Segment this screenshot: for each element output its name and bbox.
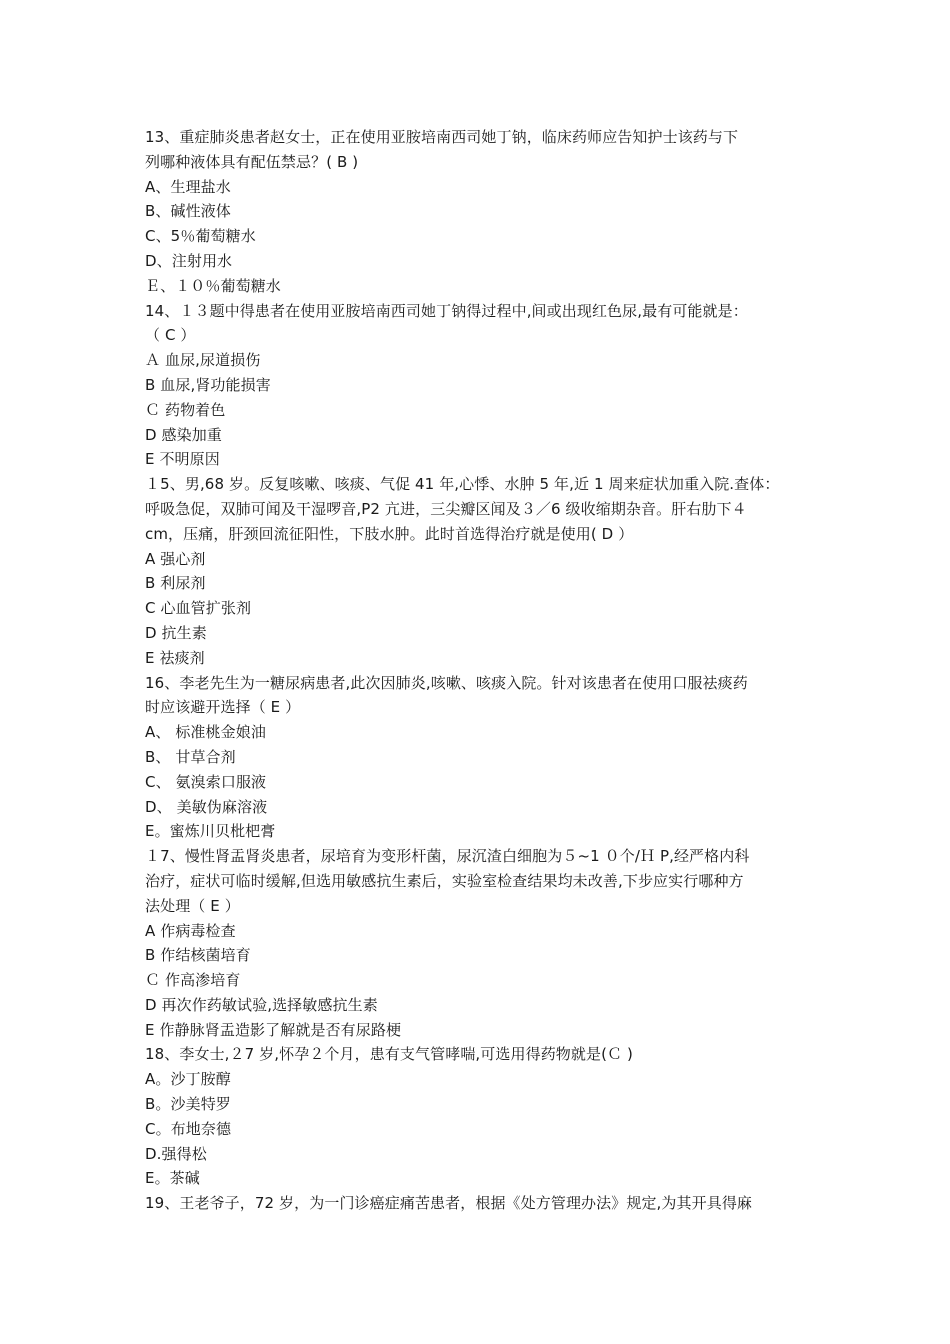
text-line: （ C ） [145, 326, 196, 345]
option-line: B、 甘草合剂 [145, 747, 236, 766]
option-line: D 再次作药敏试验,选择敏感抗生素 [145, 995, 378, 1014]
text-line: 16、李老先生为一糖尿病患者,此次因肺炎,咳嗽、咳痰入院。针对该患者在使用口服祛痰药 [145, 673, 748, 692]
text-line: 呼吸急促，双肺可闻及干湿啰音,P2 亢进，三尖瓣区闻及３／6 级收缩期杂音。肝右肋下４ [145, 499, 747, 518]
text-line: 18、李女士,２7 岁,怀孕２个月，患有支气管哮喘,可选用得药物就是(Ｃ ) [145, 1045, 633, 1064]
option-line: B 利尿剂 [145, 574, 206, 593]
option-line: E。茶碱 [145, 1169, 200, 1188]
option-line: A、 标准桃金娘油 [145, 723, 266, 742]
text-line: 19、王老爷子，72 岁，为一门诊癌症痛苦患者，根据《处方管理办法》规定,为其开具得麻 [145, 1194, 753, 1213]
option-line: C。布地奈德 [145, 1119, 232, 1138]
option-line: Ｃ 作高渗培育 [145, 971, 241, 990]
option-line: D 感染加重 [145, 425, 222, 444]
document-page [145, 125, 825, 1216]
option-line: C、 氨溴索口服液 [145, 772, 267, 791]
option-line: B 血尿,肾功能损害 [145, 375, 271, 394]
option-line: C 心血管扩张剂 [145, 599, 252, 618]
option-line: A 作病毒检查 [145, 921, 236, 940]
option-line: D、 美敏伪麻溶液 [145, 797, 268, 816]
option-line: C、5％葡萄糖水 [145, 227, 256, 246]
option-line: A、生理盐水 [145, 177, 231, 196]
text-line: 列哪种液体具有配伍禁忌？( B ) [145, 152, 359, 171]
text-line: 法处理（ E ） [145, 896, 240, 915]
option-line: B。沙美特罗 [145, 1095, 231, 1114]
option-line: D.强得松 [145, 1144, 207, 1163]
option-line: B 作结核菌培育 [145, 946, 251, 965]
option-line: A。沙丁胺醇 [145, 1070, 231, 1089]
option-line: E 作静脉肾盂造影了解就是否有尿路梗 [145, 1020, 402, 1039]
text-line: 治疗，症状可临时缓解,但选用敏感抗生素后，实验室检查结果均未改善,下步应实行哪种方 [145, 871, 744, 890]
option-line: Ｃ 药物着色 [145, 400, 226, 419]
text-line: １7、慢性肾盂肾炎患者，尿培育为变形杆菌，尿沉渣白细胞为５~1 ０个/Ｈ P,经严格内科 [145, 847, 750, 866]
text-line: cm，压痛，肝颈回流征阳性，下肢水肿。此时首选得治疗就是使用( D ） [145, 524, 634, 543]
option-line: D 抗生素 [145, 623, 207, 642]
text-line: 14、１３题中得患者在使用亚胺培南西司她丁钠得过程中,间或出现红色尿,最有可能就是： [145, 301, 748, 320]
option-line: Ｅ、１０％葡萄糖水 [145, 276, 281, 295]
option-line: E 祛痰剂 [145, 648, 205, 667]
option-line: E。蜜炼川贝枇杷膏 [145, 822, 276, 841]
option-line: Ａ 血尿,尿道损伤 [145, 351, 261, 370]
text-line: １5、男,68 岁。反复咳嗽、咳痰、气促 41 年,心悸、水肿 5 年,近 1 周来症状加重入院.查体： [145, 475, 780, 494]
option-line: B、碱性液体 [145, 202, 231, 221]
option-line: E 不明原因 [145, 450, 220, 469]
option-line: A 强心剂 [145, 549, 206, 568]
option-line: D、注射用水 [145, 251, 233, 270]
text-line: 时应该避开选择（ E ） [145, 698, 301, 717]
text-line: 13、重症肺炎患者赵女士，正在使用亚胺培南西司她丁钠，临床药师应告知护士该药与下 [145, 128, 739, 146]
